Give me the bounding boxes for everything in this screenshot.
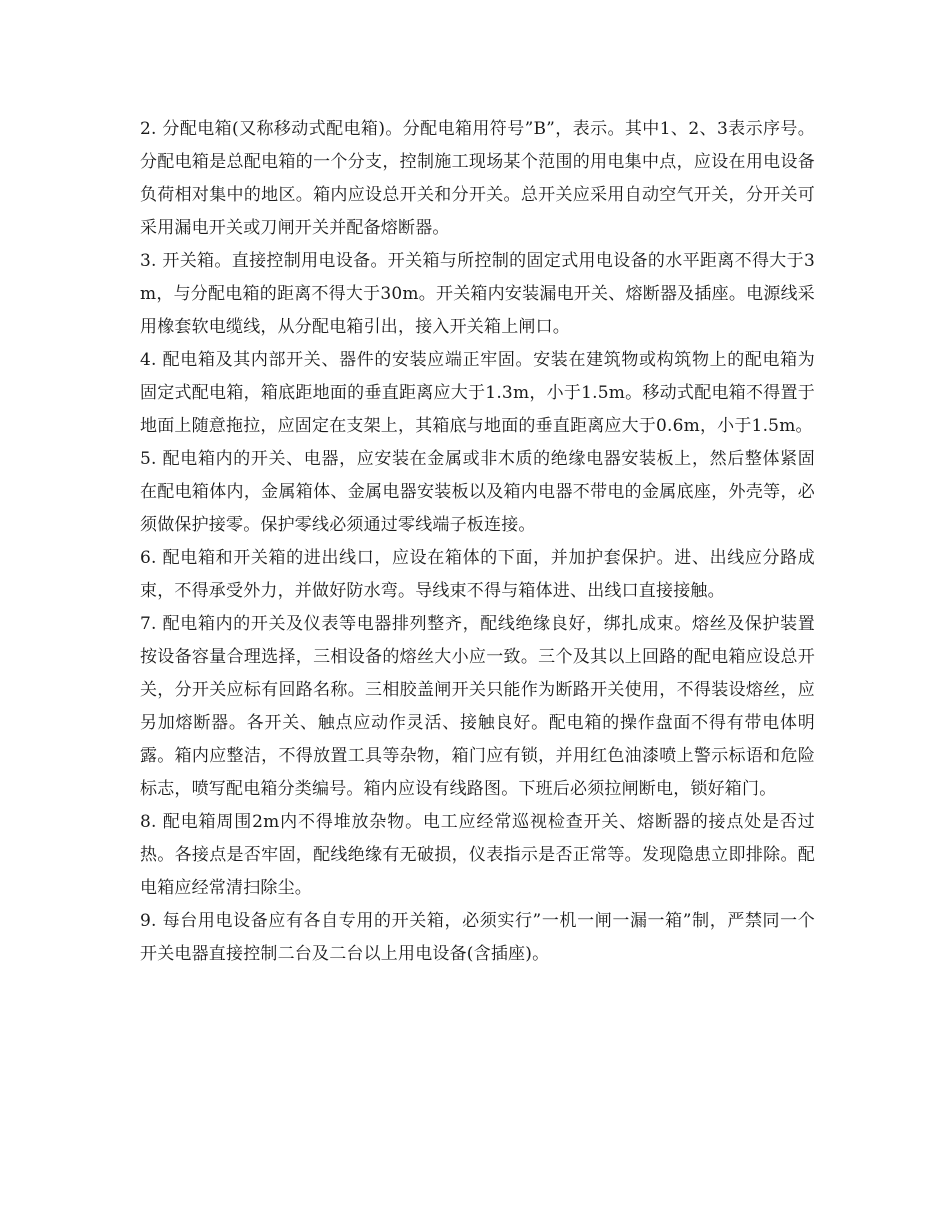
paragraph-item-4: 4. 配电箱及其内部开关、器件的安装应端正牢固。安装在建筑物或构筑物上的配电箱为固定式配电箱，箱底距地面的垂直距离应大于1.3m，小于1.5m。移动式配电箱不得置于地面上随意拖拉，应固定在支架上，其箱底与地面的垂直距离应大于0.6m，小于1.5m。 [140, 350, 815, 436]
paragraph-item-8: 8. 配电箱周围2m内不得堆放杂物。电工应经常巡视检查开关、熔断器的接点处是否过热。各接点是否牢固，配线绝缘有无破损，仪表指示是否正常等。发现隐患立即排除。配电箱应经常清扫除尘。 [140, 812, 815, 898]
paragraph-item-5: 5. 配电箱内的开关、电器，应安装在金属或非木质的绝缘电器安装板上，然后整体紧固在配电箱体内，金属箱体、金属电器安装板以及箱内电器不带电的金属底座，外壳等，必须做保护接零。保护零线必须通过零线端子板连接。 [140, 449, 815, 535]
document-body [140, 113, 815, 971]
paragraph-item-6: 6. 配电箱和开关箱的进出线口，应设在箱体的下面，并加护套保护。进、出线应分路成束，不得承受外力，并做好防水弯。导线束不得与箱体进、出线口直接接触。 [140, 548, 815, 601]
paragraph-item-3: 3. 开关箱。直接控制用电设备。开关箱与所控制的固定式用电设备的水平距离不得大于3m，与分配电箱的距离不得大于30m。开关箱内安装漏电开关、熔断器及插座。电源线采用橡套软电缆线，从分配电箱引出，接入开关箱上闸口。 [140, 251, 815, 337]
paragraph-item-7: 7. 配电箱内的开关及仪表等电器排列整齐，配线绝缘良好，绑扎成束。熔丝及保护装置按设备容量合理选择，三相设备的熔丝大小应一致。三个及其以上回路的配电箱应设总开关，分开关应标有回路名称。三相胶盖闸开关只能作为断路开关使用，不得装设熔丝，应另加熔断器。各开关、触点应动作灵活、接触良好。配电箱的操作盘面不得有带电体明露。箱内应整洁，不得放置工具等杂物，箱门应有锁，并用红色油漆喷上警示标语和危险标志，喷写配电箱分类编号。箱内应设有线路图。下班后必须拉闸断电，锁好箱门。 [140, 614, 815, 799]
paragraph-item-9: 9. 每台用电设备应有各自专用的开关箱，必须实行”一机一闸一漏一箱”制，严禁同一个开关电器直接控制二台及二台以上用电设备(含插座)。 [140, 911, 815, 964]
paragraph-item-2: 2. 分配电箱(又称移动式配电箱)。分配电箱用符号”B”，表示。其中1、2、3表示序号。分配电箱是总配电箱的一个分支，控制施工现场某个范围的用电集中点，应设在用电设备负荷相对集中的地区。箱内应设总开关和分开关。总开关应采用自动空气开关，分开关可采用漏电开关或刀闸开关并配备熔断器。 [140, 119, 815, 238]
